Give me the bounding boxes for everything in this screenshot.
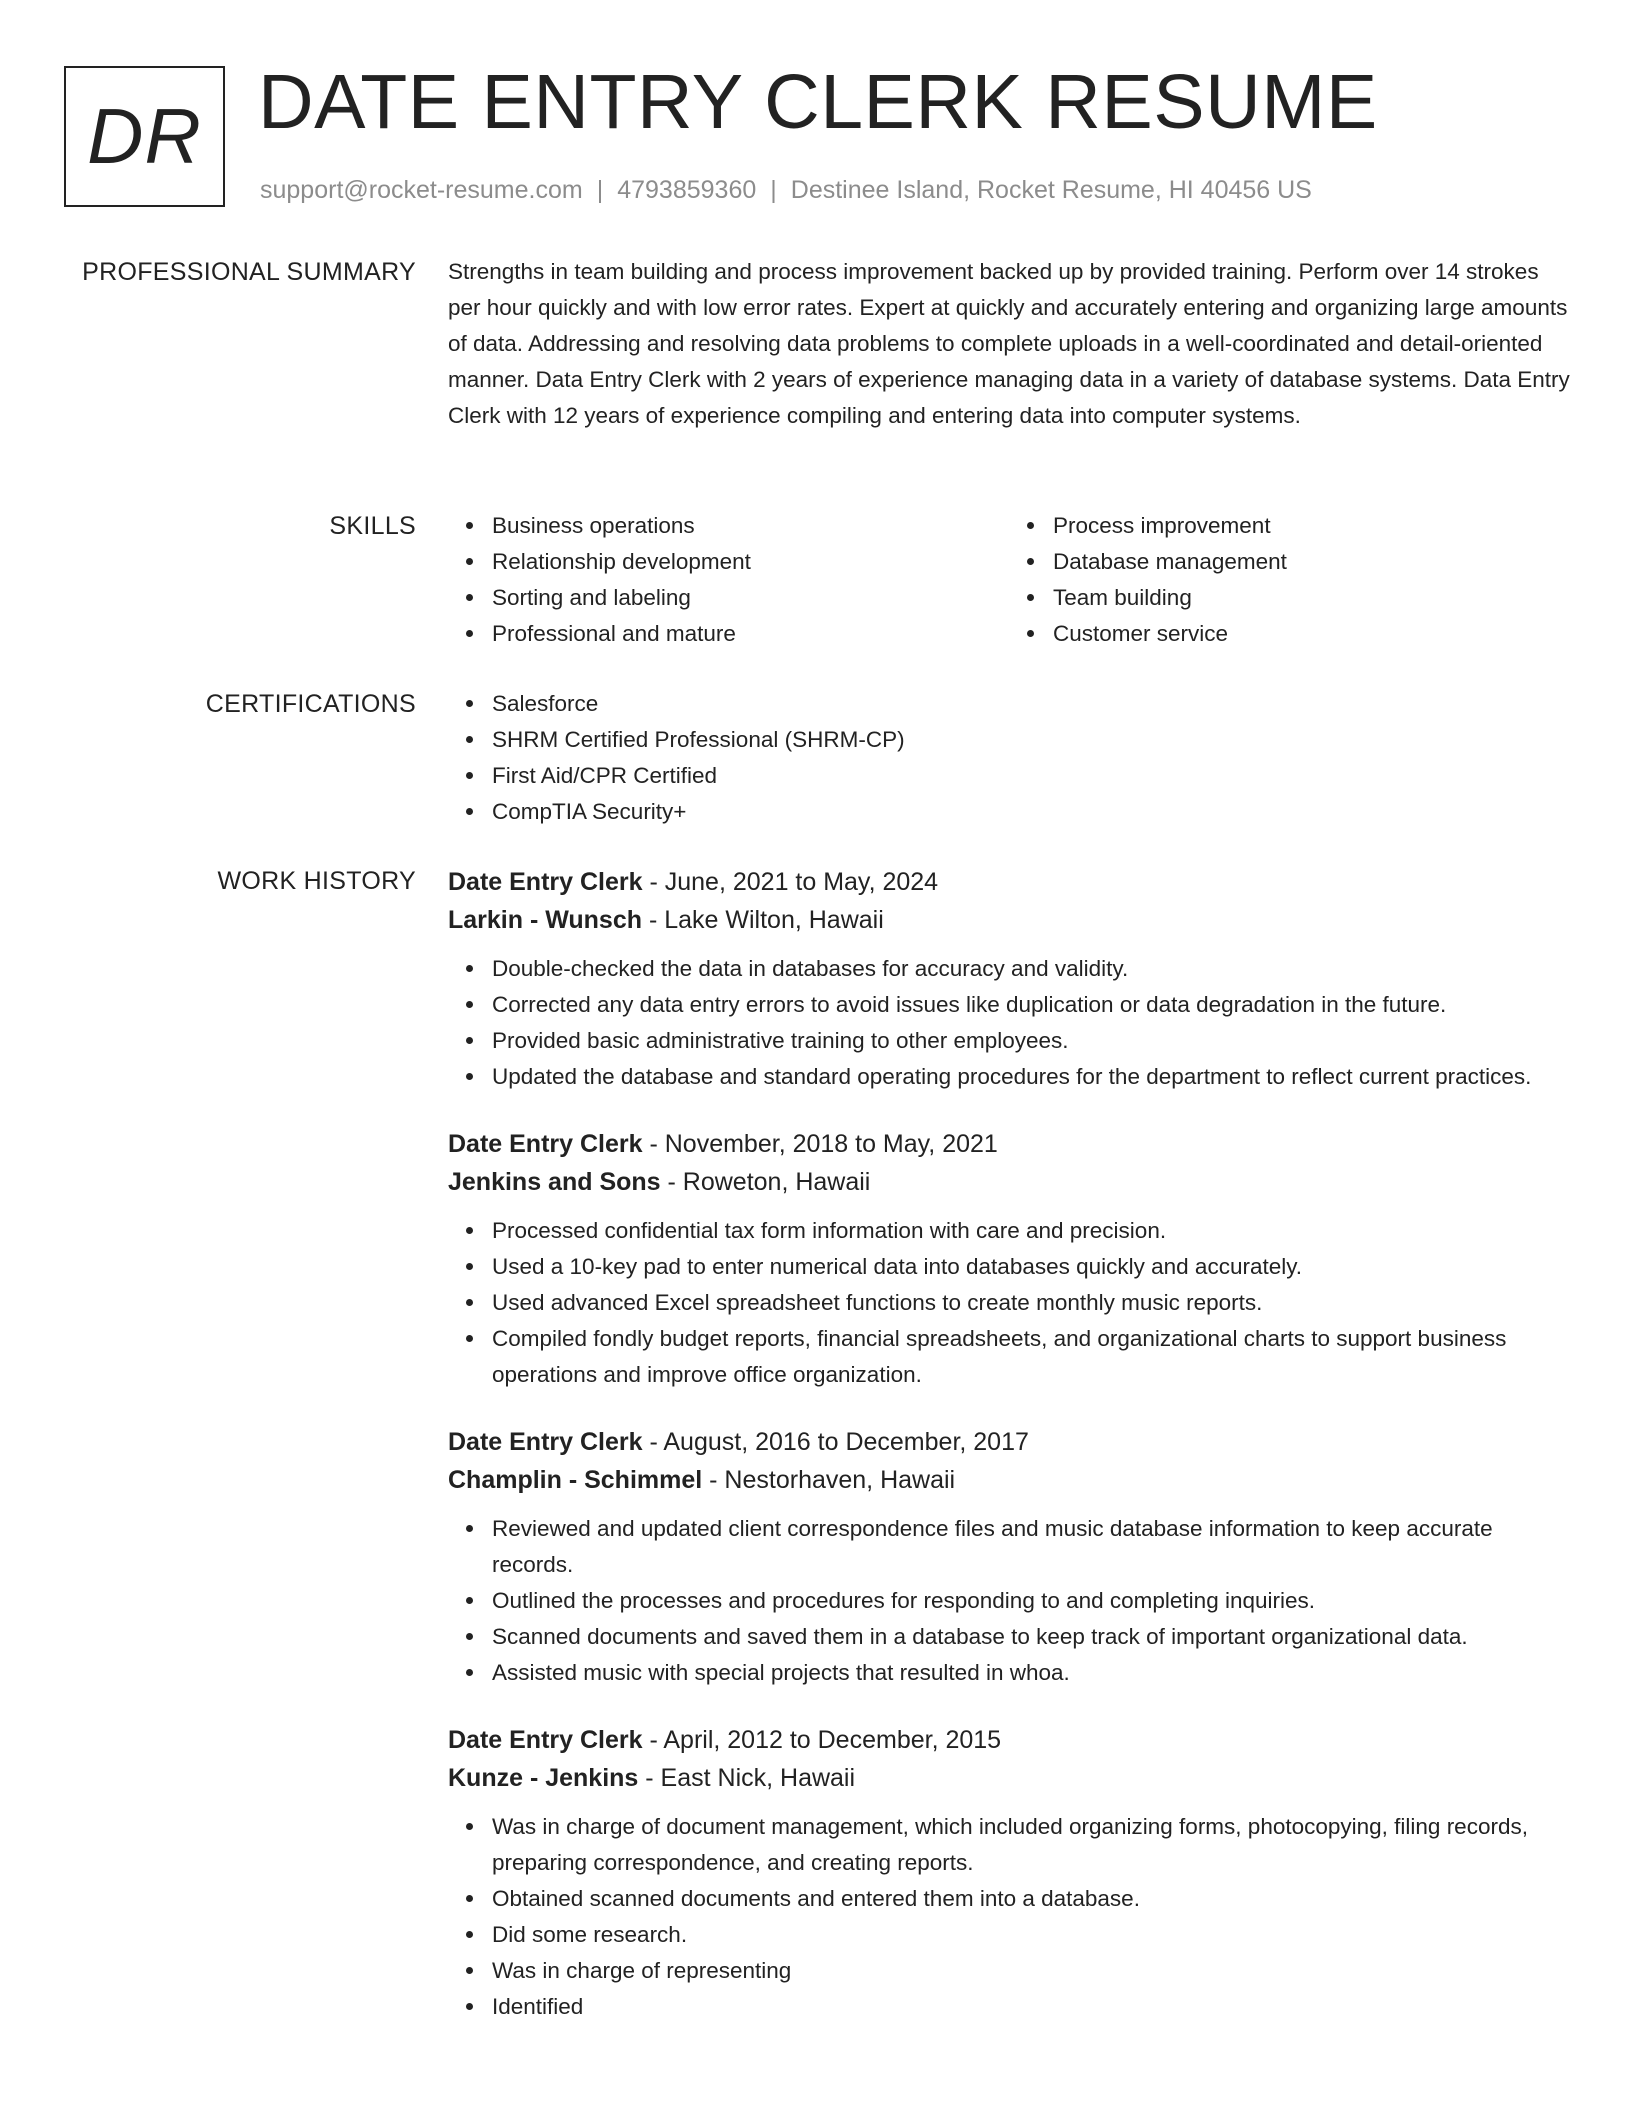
job-title: Date Entry Clerk [448, 1428, 643, 1456]
job-dates: - June, 2021 to May, 2024 [642, 868, 939, 896]
skill-item: Relationship development [492, 544, 1009, 580]
section-label-certifications: CERTIFICATIONS [205, 690, 416, 718]
skill-item: Sorting and labeling [492, 580, 1009, 616]
summary-text: Strengths in team building and process improvement backed up by provided training. Perform over 14 strokes per hour quickly and with low error rates. Expert at quickly and accurately entering and organizing large amounts of data. Addressing and resolving data problems to complete uploads in a well-coordinated and detail-oriented manner. Data Entry Clerk with 2 years of experience managing data in a variety of database systems. Data Entry Clerk with 12 years of experience compiling and entering data into computer systems. [448, 259, 1570, 428]
job-duty: Did some research. [492, 1917, 1570, 1953]
contact-address: Destinee Island, Rocket Resume, HI 40456 US [790, 176, 1312, 204]
job-duty: Scanned documents and saved them in a database to keep track of important organizational data. [492, 1619, 1570, 1655]
contact-phone: 4793859360 [617, 176, 757, 204]
job-title: Date Entry Clerk [448, 1726, 643, 1754]
certification-item: First Aid/CPR Certified [492, 758, 1570, 794]
job-dates: - August, 2016 to December, 2017 [642, 1428, 1029, 1456]
job-company: Larkin - Wunsch [448, 906, 643, 934]
job-location: - East Nick, Hawaii [638, 1764, 856, 1792]
contact-line [260, 174, 1312, 206]
job-duty: Reviewed and updated client correspondence files and music database information to keep accurate records. [492, 1511, 1570, 1583]
job-duty: Used a 10-key pad to enter numerical data into databases quickly and accurately. [492, 1249, 1570, 1285]
job-dates: - November, 2018 to May, 2021 [642, 1130, 998, 1158]
job-entry [448, 863, 1570, 1095]
certification-item: CompTIA Security+ [492, 794, 1570, 830]
job-company: Jenkins and Sons [448, 1168, 661, 1196]
job-company: Champlin - Schimmel [448, 1466, 703, 1494]
job-duty: Assisted music with special projects that resulted in whoa. [492, 1655, 1570, 1691]
job-duties-list [448, 1809, 1570, 2025]
job-duty: Used advanced Excel spreadsheet functions to create monthly music reports. [492, 1285, 1570, 1321]
job-title-line [448, 1125, 1570, 1163]
section-label-skills: SKILLS [329, 512, 416, 540]
job-duty: Processed confidential tax form information with care and precision. [492, 1213, 1570, 1249]
skill-item: Customer service [1053, 616, 1570, 652]
job-duty: Outlined the processes and procedures for responding to and completing inquiries. [492, 1583, 1570, 1619]
job-location: - Roweton, Hawaii [660, 1168, 871, 1196]
skill-item: Team building [1053, 580, 1570, 616]
job-entry [448, 1423, 1570, 1691]
skill-item: Database management [1053, 544, 1570, 580]
job-title-line [448, 863, 1570, 901]
certifications-list [448, 686, 1570, 830]
contact-separator: | [596, 176, 604, 204]
job-duties-list [448, 1511, 1570, 1691]
job-entry [448, 1721, 1570, 2025]
skills-list-left [448, 508, 1009, 652]
contact-email: support@rocket-resume.com [260, 176, 583, 204]
job-title-line [448, 1423, 1570, 1461]
job-company-line [448, 1163, 1570, 1201]
job-company: Kunze - Jenkins [448, 1764, 639, 1792]
section-label-work-history: WORK HISTORY [217, 867, 416, 895]
job-duty: Compiled fondly budget reports, financial spreadsheets, and organizational charts to support business operations and improve office organization. [492, 1321, 1570, 1393]
job-company-line [448, 901, 1570, 939]
skill-item: Professional and mature [492, 616, 1009, 652]
job-title: Date Entry Clerk [448, 1130, 643, 1158]
job-title: Date Entry Clerk [448, 868, 643, 896]
section-label-summary: PROFESSIONAL SUMMARY [82, 258, 416, 286]
certification-item: SHRM Certified Professional (SHRM-CP) [492, 722, 1570, 758]
skills-list-right [1009, 508, 1570, 652]
resume-title: DATE ENTRY CLERK RESUME [258, 59, 1378, 145]
job-duty: Was in charge of representing [492, 1953, 1570, 1989]
job-duties-list [448, 1213, 1570, 1393]
job-title-line [448, 1721, 1570, 1759]
work-history-body [448, 863, 1570, 2055]
summary-body [448, 254, 1570, 434]
certifications-body [448, 686, 1570, 830]
job-duty: Provided basic administrative training to other employees. [492, 1023, 1570, 1059]
job-location: - Lake Wilton, Hawaii [642, 906, 884, 934]
job-duty: Corrected any data entry errors to avoid issues like duplication or data degradation in the future. [492, 987, 1570, 1023]
skills-body [448, 508, 1570, 652]
skill-item: Process improvement [1053, 508, 1570, 544]
job-duty: Was in charge of document management, which included organizing forms, photocopying, filing records, preparing correspondence, and creating reports. [492, 1809, 1570, 1881]
job-duty: Obtained scanned documents and entered them into a database. [492, 1881, 1570, 1917]
job-duties-list [448, 951, 1570, 1095]
job-company-line [448, 1461, 1570, 1499]
monogram-badge [64, 66, 225, 207]
job-location: - Nestorhaven, Hawaii [702, 1466, 956, 1494]
job-duty: Identified [492, 1989, 1570, 2025]
skill-item: Business operations [492, 508, 1009, 544]
contact-separator: | [770, 176, 777, 204]
job-entry [448, 1125, 1570, 1393]
certification-item: Salesforce [492, 686, 1570, 722]
job-dates: - April, 2012 to December, 2015 [642, 1726, 1002, 1754]
monogram-initials: DR [87, 92, 202, 180]
job-duty: Updated the database and standard operating procedures for the department to reflect current practices. [492, 1059, 1570, 1095]
job-duty: Double-checked the data in databases for accuracy and validity. [492, 951, 1570, 987]
job-company-line [448, 1759, 1570, 1797]
